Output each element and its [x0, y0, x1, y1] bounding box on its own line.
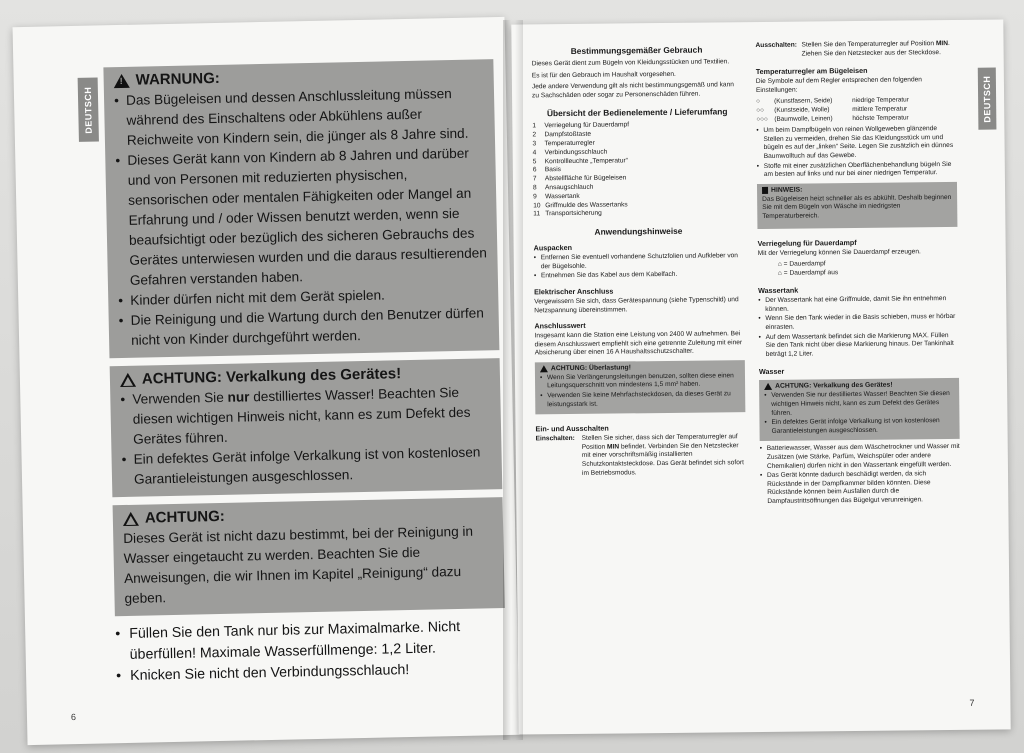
switch-on-text [582, 433, 746, 478]
switch-on-label: Einschalten: [535, 435, 575, 443]
switch-off-text [801, 40, 955, 59]
part-label: Verriegelung für Dauerdampf [544, 121, 630, 130]
paragraph: Es ist für den Gebrauch im Haushalt vorgesehen. [531, 70, 676, 79]
caution-text: Dieses Gerät ist nicht dazu bestimmt, bei der Reinigung in Wasser eingetaucht zu werden. Beachten Sie die Anweisungen, die wir Ihnen im Kapitel „Reinigung“ dazu geben. [123, 523, 474, 607]
right-column-a [531, 40, 746, 478]
list-item: • Die Reinigung und die Wartung durch den Benutzer dürfen nicht von Kinder durchgeführt werden. [119, 303, 490, 351]
caution-icon [540, 365, 548, 372]
paragraph: Dieses Gerät dient zum Bügeln von Kleidungsstücken und Textilien. [531, 58, 730, 68]
overload-caution-box [535, 360, 746, 415]
list-item [533, 209, 743, 220]
emphasis-text: MIN [935, 40, 949, 48]
fill-instructions [115, 616, 506, 687]
switch-off-row [755, 40, 955, 59]
list-item: • Stoffe mit einer zusätzlichen Oberflächenbehandlung bügeln Sie am besten auf links und nur bei einer niedrigen Temperatur. [757, 160, 957, 179]
list-item: • Das Gerät könnte dadurch beschädigt werden, da sich Rückstände in der Dampfkammer bilden könnten. Diese Rückstände können beim Ausfallen durch die Dampfaustrittsöffnungen das Bügelgut verunreinigen. [760, 470, 960, 506]
part-number: 5 [532, 157, 537, 165]
emphasis-text: nur [227, 389, 250, 405]
steam-off-row [758, 268, 958, 279]
water-caution-title: ACHTUNG: Verkalkung des Gerätes! [775, 382, 893, 391]
subsection-title: Elektrischer Anschluss [534, 286, 614, 297]
text-part: destilliertes Wasser! Beachten Sie diesen wichtigen Hinweis nicht, kann es zum Defekt des Gerätes führen. [132, 384, 471, 447]
part-number: 11 [533, 210, 541, 218]
overload-title-row [540, 363, 740, 372]
fabric-type: (Kunstfasern, Seide) [774, 97, 833, 106]
part-number: 10 [533, 201, 541, 209]
language-tab: DEUTSCH [978, 68, 997, 130]
subsection-title: Auspacken [533, 243, 573, 253]
temp-level: höchste Temperatur [852, 114, 909, 122]
list-item: • Batteriewasser, Wasser aus dem Wäschetrockner und Wasser mit Zusätzen (wie Stärke, Parfüm, Weichspüler oder andere Chemikalien) dürfen nicht in den Wassertank eingefüllt werden. [760, 443, 960, 471]
list-item: • Füllen Sie den Tank nur bis zur Maximalmarke. Nicht überfüllen! Maximale Wasserfüllmenge: 1,2 Liter. [115, 616, 506, 666]
list-item: • Ein defektes Gerät infolge Verkalkung ist von kostenlosen Garantieleistungen ausgeschlossen. [121, 442, 492, 490]
steam-off-text: = Dauerdampf aus [783, 268, 839, 277]
caution-icon [120, 372, 136, 386]
subsection-title: Verriegelung für Dauerdampf [757, 237, 857, 248]
section-title: Übersicht der Bedienelemente / Lieferumfang [546, 106, 728, 119]
part-number: 3 [532, 140, 537, 148]
temp-tips-list [756, 125, 957, 180]
text-part: Stellen Sie den Temperaturregler auf Position [801, 40, 936, 49]
water-list [760, 443, 961, 506]
scale-caution-list [120, 382, 492, 490]
part-label: Basis [544, 166, 561, 174]
list-item: • Kinder dürfen nicht mit dem Gerät spielen. [118, 283, 488, 311]
part-label: Verbindungsschlauch [544, 148, 608, 157]
overload-title: ACHTUNG: Überlastung! [550, 364, 631, 373]
switch-off-label: Ausschalten: [755, 41, 797, 50]
right-column-b [755, 40, 960, 508]
paragraph: Die Symbole auf dem Regler entsprechen den folgenden Einstellungen: [755, 76, 922, 94]
fabric-type: (Kunstseide, Wolle) [774, 106, 830, 114]
steam-on-icon: ⌂ [777, 260, 784, 268]
tank-list [758, 295, 959, 359]
list-item [120, 382, 491, 450]
part-number: 4 [532, 149, 537, 157]
temp-symbol: ○○○ [756, 115, 768, 123]
list-item: • Der Wassertank hat eine Griffmulde, damit Sie ihn entnehmen können. [758, 295, 958, 314]
temp-level: mittlere Temperatur [852, 105, 908, 113]
page-number: 6 [70, 712, 77, 723]
info-icon [762, 187, 768, 194]
part-number: 7 [532, 175, 537, 183]
part-label: Kontrollleuchte „Temperatur“ [544, 156, 628, 165]
language-tab: DEUTSCH [78, 77, 99, 141]
list-item: • Entnehmen Sie das Kabel aus dem Kabelfach. [534, 271, 744, 282]
list-item: • Dieses Gerät kann von Kindern ab 8 Jahren und darüber und von Personen mit reduzierten physischen, sensorischen oder mentalen Fähigkeiten oder Mangel an Erfahrung und / oder Wissen benutzt werden, wenn sie beaufsichtigt oder bezüglich des sicheren Gebrauchs des Gerätes unterwiesen wurden und die daraus resultierenden Gefahren verstanden haben. [115, 143, 488, 291]
part-label: Abstellfläche für Bügeleisen [544, 174, 627, 183]
subsection-title: Ein- und Ausschalten [535, 423, 609, 434]
switch-on-row [536, 433, 746, 478]
part-label: Ansaugschlauch [544, 183, 594, 192]
scale-caution-box [110, 358, 503, 497]
warning-title: WARNUNG: [135, 69, 220, 89]
list-item: • Ein defektes Gerät infolge Verkalkung ist von kostenlosen Garantieleistungen ausgeschlossen. [764, 417, 954, 436]
steam-off-icon: ⌂ [777, 269, 784, 277]
temp-symbol: ○○ [756, 106, 764, 115]
right-page [511, 19, 1010, 734]
part-number: 1 [532, 122, 537, 130]
scale-caution-title: ACHTUNG: Verkalkung des Gerätes! [141, 365, 402, 388]
paragraph: Insgesamt kann die Station eine Leistung von 2400 W aufnehmen. Bei diesem Anschlusswert empfiehlt sich eine getrennte Zuleitung mit einer Absicherung über einen 16 A Haushaltsschutzschalter. [534, 330, 743, 357]
caution-title: ACHTUNG: [144, 507, 226, 527]
warning-list [114, 83, 489, 351]
note-title-row [762, 185, 952, 194]
part-number: 6 [532, 166, 537, 174]
text-part: . Ziehen Sie den Netzstecker aus der Steckdose. [801, 40, 950, 58]
subsection-title: Wasser [758, 367, 785, 377]
caution-icon [123, 511, 139, 525]
left-content [103, 59, 506, 687]
subsection-title: Temperaturregler am Bügeleisen [755, 66, 868, 77]
caution-icon [764, 383, 772, 390]
left-page [13, 17, 520, 745]
list-item: • Verwenden Sie nur destilliertes Wasser! Beachten Sie diesen wichtigen Hinweis nicht, kann es zum Defekt des Gerätes führen. [764, 390, 954, 418]
text-part: befindet. Verbinden Sie den Netzstecker mit einer vorschriftsmäßig installierten Schutzkontaktsteckdose. Das Gerät befindet sich sofort im Betriebsmodus. [581, 442, 744, 477]
subsection-title: Wassertank [758, 285, 799, 296]
note-text: Das Bügeleisen heizt schneller als es abkühlt. Deshalb beginnen Sie mit dem Bügeln von Wäsche im niedrigsten Temperaturbereich. [762, 193, 952, 220]
list-item: • Wenn Sie den Tank wieder in die Basis schieben, muss er hörbar einrasten. [758, 313, 958, 332]
list-item: • Wenn Sie Verlängerungsleitungen benutzen, sollten diese einen Leitungsquerschnitt von mindestens 1,5 mm² haben. [540, 372, 740, 391]
list-item: • Knicken Sie nicht den Verbindungsschlauch! [116, 658, 506, 687]
water-caution-box [759, 378, 960, 441]
note-title: HINWEIS: [771, 186, 803, 194]
section-title: Bestimmungsgemäßer Gebrauch [570, 44, 703, 56]
text-part: Stellen Sie sicher, dass sich der Temperaturregler auf Position [581, 433, 738, 451]
text-part: Verwenden Sie [132, 389, 228, 407]
list-item: • Verwenden Sie keine Mehrfachsteckdosen, da dieses Gerät zu leistungsstark ist. [540, 390, 740, 409]
temp-symbol: ○ [756, 98, 761, 106]
note-box [757, 182, 957, 229]
part-label: Transportsicherung [545, 210, 602, 218]
warning-box [103, 59, 499, 358]
paragraph: Mit der Verriegelung können Sie Dauerdampf erzeugen. [757, 247, 921, 257]
part-label: Wassertank [545, 192, 580, 201]
warning-icon [114, 73, 130, 87]
page-number: 7 [969, 697, 975, 708]
overload-list [540, 372, 740, 409]
part-number: 2 [532, 131, 537, 139]
part-label: Dampfstoßtaste [544, 130, 592, 139]
part-number: 8 [532, 184, 537, 192]
emphasis-text: MIN [606, 443, 620, 451]
paragraph: Jede andere Verwendung gilt als nicht bestimmungsgemäß und kann zu Sachschäden oder sogar zu Personenschäden führen. [531, 81, 734, 100]
part-label: Temperaturregler [544, 139, 595, 148]
caution-box [113, 497, 505, 616]
temp-row [756, 114, 956, 125]
parts-list [532, 121, 743, 220]
fabric-type: (Baumwolle, Leinen) [774, 114, 833, 123]
section-title: Anwendungshinweise [594, 225, 683, 237]
unpack-list [534, 252, 744, 281]
steam-on-text: = Dauerdampf [783, 260, 826, 268]
list-item: • Das Bügeleisen und dessen Anschlussleitung müssen während des Einschaltens oder Abkühlens außer Reichweite von Kindern sein, die jünger als 8 Jahre sind. [114, 83, 485, 151]
temp-level: niedrige Temperatur [852, 96, 909, 105]
subsection-title: Anschlusswert [534, 320, 586, 331]
list-item: • Auf dem Wassertank befindet sich die Markierung MAX. Füllen Sie den Tank nicht über diese Markierung hinaus. Der Tankinhalt beträgt 1,2 Liter. [759, 332, 959, 360]
list-item: • Entfernen Sie eventuell vorhandene Schutzfolien und Aufkleber von der Bügelsohle. [534, 252, 744, 271]
list-item: • Um beim Dampfbügeln von reinen Wollgeweben glänzende Stellen zu vermeiden, drehen Sie das Kleidungsstück um und bügeln es auf der „linken“ Seite. Legen Sie zusätzlich ein dünnes Baumwolltuch auf das Gewebe. [756, 125, 956, 161]
paragraph: Vergewissern Sie sich, dass Gerätespannung (siehe Typenschild) und Netzspannung übereinstimmen. [534, 296, 739, 314]
water-caution-title-row [764, 381, 954, 390]
water-caution-list [764, 390, 954, 436]
part-number: 9 [533, 193, 537, 201]
part-label: Griffmulde des Wassertanks [545, 200, 628, 209]
